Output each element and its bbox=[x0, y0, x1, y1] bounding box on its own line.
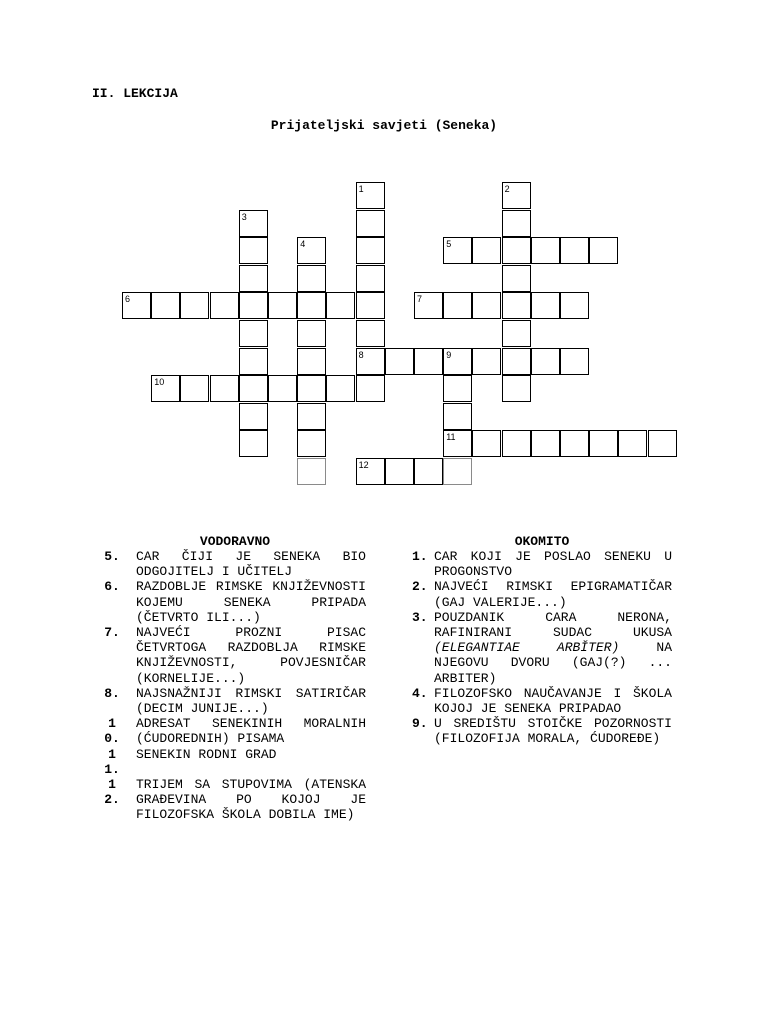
across-heading: VODORAVNO bbox=[199, 534, 271, 549]
clue-number: 11. bbox=[104, 746, 120, 777]
crossword-cell[interactable] bbox=[268, 292, 297, 319]
clue-number-label: 11 bbox=[446, 432, 456, 443]
clue-across-8 bbox=[104, 686, 366, 716]
clue-number: 8. bbox=[104, 685, 120, 701]
clue-number-label: 2 bbox=[504, 184, 510, 194]
clue-number-label: 7 bbox=[417, 294, 423, 305]
crossword-cell[interactable] bbox=[297, 237, 326, 264]
crossword-cell[interactable] bbox=[502, 182, 531, 209]
clue-down-2 bbox=[412, 579, 672, 609]
crossword-cell[interactable] bbox=[239, 237, 268, 264]
crossword-cell[interactable] bbox=[560, 237, 589, 264]
crossword-cell[interactable] bbox=[531, 292, 560, 319]
crossword-cell[interactable] bbox=[239, 430, 268, 457]
crossword-cell[interactable] bbox=[443, 237, 472, 264]
crossword-cell[interactable] bbox=[472, 348, 501, 375]
crossword-cell[interactable] bbox=[531, 237, 560, 264]
crossword-cell[interactable] bbox=[472, 237, 501, 264]
clue-number-label: 8 bbox=[358, 349, 364, 360]
crossword-cell[interactable] bbox=[414, 348, 443, 375]
clue-number: 6. bbox=[104, 579, 120, 595]
crossword-cell[interactable] bbox=[502, 348, 531, 375]
clue-number-label: 4 bbox=[300, 239, 306, 250]
crossword-cell[interactable] bbox=[239, 348, 268, 375]
crossword-cell[interactable] bbox=[385, 458, 414, 485]
crossword-cell[interactable] bbox=[151, 375, 180, 402]
clue-number-label: 9 bbox=[446, 349, 452, 360]
clue-down-1 bbox=[412, 549, 672, 579]
clue-text: ADRESAT SENEKINIH MORALNIH (ĆUDOREDNIH) PISAMA bbox=[136, 716, 366, 747]
crossword-cell[interactable] bbox=[297, 403, 326, 430]
crossword-cell[interactable] bbox=[210, 375, 239, 402]
clue-text: U SREDIŠTU STOIČKE POZORNOSTI (FILOZOFIJA MORALA, ĆUDOREĐE) bbox=[434, 716, 672, 747]
clue-text-italic: (ELEGANTIAE ARBĬTER) bbox=[434, 640, 620, 656]
clue-across-6 bbox=[104, 579, 366, 625]
crossword-cell[interactable] bbox=[297, 375, 326, 402]
crossword-cell[interactable] bbox=[122, 292, 151, 319]
clue-number-label: 1 bbox=[358, 184, 364, 194]
crossword-cell[interactable] bbox=[472, 292, 501, 319]
crossword-grid bbox=[0, 0, 768, 500]
crossword-cell[interactable] bbox=[297, 458, 326, 485]
clue-number: 5. bbox=[104, 549, 120, 564]
crossword-cell[interactable] bbox=[502, 265, 531, 292]
lesson-label: II. LEKCIJA bbox=[92, 86, 178, 101]
clue-text: NAJVEĆI RIMSKI EPIGRAMATIČAR (GAJ VALERIJE...) bbox=[434, 579, 672, 610]
crossword-cell[interactable] bbox=[502, 430, 531, 457]
crossword-cell[interactable] bbox=[151, 292, 180, 319]
crossword-cell[interactable] bbox=[385, 348, 414, 375]
clue-text: RAZDOBLJE RIMSKE KNJIŽEVNOSTI KOJEMU SENEKA PRIPADA (ČETVRTO ILI...) bbox=[136, 579, 366, 625]
crossword-cell[interactable] bbox=[356, 375, 385, 402]
down-heading: OKOMITO bbox=[514, 534, 570, 549]
clue-number: 4. bbox=[412, 685, 428, 701]
clue-text-part: NA NJEGOVU DVORU (GAJ(?) ... ARBITER) bbox=[434, 640, 672, 686]
clue-number: 1. bbox=[412, 549, 428, 564]
crossword-cell[interactable] bbox=[210, 292, 239, 319]
crossword-cell[interactable] bbox=[443, 430, 472, 457]
clue-text-part: POUZDANIK CARA NERONA, RAFINIRANI SUDAC UKUSA bbox=[434, 609, 672, 641]
crossword-cell[interactable] bbox=[443, 292, 472, 319]
clue-number: 7. bbox=[104, 625, 120, 641]
clue-text: CAR ČIJI JE SENEKA BIO ODGOJITELJ I UČITELJ bbox=[136, 549, 366, 580]
crossword-cell[interactable] bbox=[239, 292, 268, 319]
clue-number-label: 3 bbox=[241, 211, 247, 222]
clue-text: SENEKIN RODNI GRAD bbox=[136, 746, 277, 762]
crossword-cell[interactable] bbox=[443, 348, 472, 375]
clue-across-12 bbox=[104, 777, 366, 823]
clue-across-11 bbox=[104, 747, 366, 777]
crossword-cell[interactable] bbox=[239, 320, 268, 347]
crossword-cell[interactable] bbox=[443, 403, 472, 430]
clue-across-10 bbox=[104, 716, 366, 746]
crossword-cell[interactable] bbox=[297, 430, 326, 457]
clue-text bbox=[434, 610, 672, 686]
clue-text: CAR KOJI JE POSLAO SENEKU U PROGONSTVO bbox=[434, 549, 672, 580]
crossword-cell[interactable] bbox=[502, 320, 531, 347]
crossword-cell[interactable] bbox=[618, 430, 647, 457]
clue-down-4 bbox=[412, 686, 672, 716]
crossword-cell[interactable] bbox=[356, 348, 385, 375]
crossword-cell[interactable] bbox=[560, 348, 589, 375]
crossword-cell[interactable] bbox=[589, 237, 618, 264]
crossword-cell[interactable] bbox=[356, 458, 385, 485]
crossword-cell[interactable] bbox=[443, 458, 472, 485]
clue-text: NAJVEĆI PROZNI PISAC ČETVRTOGA RAZDOBLJA RIMSKE KNJIŽEVNOSTI, POVJESNIČAR (KORNELIJE...) bbox=[136, 625, 366, 686]
clue-number: 10. bbox=[104, 716, 120, 747]
crossword-cell[interactable] bbox=[502, 210, 531, 237]
crossword-cell[interactable] bbox=[502, 375, 531, 402]
crossword-cell[interactable] bbox=[297, 292, 326, 319]
clue-text: NAJSNAŽNIJI RIMSKI SATIRIČAR (DECIM JUNIJE...) bbox=[136, 685, 366, 717]
crossword-cell[interactable] bbox=[589, 430, 618, 457]
crossword-cell[interactable] bbox=[531, 430, 560, 457]
crossword-cell[interactable] bbox=[356, 182, 385, 209]
crossword-cell[interactable] bbox=[502, 292, 531, 319]
clue-number: 9. bbox=[412, 716, 428, 732]
clue-across-5 bbox=[104, 549, 366, 579]
crossword-cell[interactable] bbox=[356, 210, 385, 237]
crossword-cell[interactable] bbox=[180, 375, 209, 402]
crossword-cell[interactable] bbox=[239, 403, 268, 430]
crossword-cell[interactable] bbox=[648, 430, 677, 457]
crossword-cell[interactable] bbox=[180, 292, 209, 319]
clue-number: 3. bbox=[412, 609, 428, 625]
crossword-cell[interactable] bbox=[414, 458, 443, 485]
clue-number-label: 5 bbox=[446, 239, 452, 250]
crossword-cell[interactable] bbox=[560, 430, 589, 457]
crossword-cell[interactable] bbox=[560, 292, 589, 319]
crossword-cell[interactable] bbox=[297, 265, 326, 292]
clue-down-3 bbox=[412, 610, 672, 686]
clue-across-7 bbox=[104, 625, 366, 686]
crossword-cell[interactable] bbox=[326, 375, 355, 402]
crossword-cell[interactable] bbox=[414, 292, 443, 319]
across-clues bbox=[104, 549, 366, 823]
crossword-cell[interactable] bbox=[297, 348, 326, 375]
crossword-cell[interactable] bbox=[297, 320, 326, 347]
crossword-cell[interactable] bbox=[356, 265, 385, 292]
crossword-cell[interactable] bbox=[268, 375, 297, 402]
clue-number: 2. bbox=[412, 579, 428, 595]
crossword-cell[interactable] bbox=[239, 375, 268, 402]
crossword-cell[interactable] bbox=[356, 320, 385, 347]
clue-text: TRIJEM SA STUPOVIMA (ATENSKA GRAĐEVINA PO KOJOJ JE FILOZOFSKA ŠKOLA DOBILA IME) bbox=[136, 777, 366, 823]
crossword-cell[interactable] bbox=[239, 265, 268, 292]
clue-number-label: 12 bbox=[358, 460, 369, 470]
clue-number: 12. bbox=[104, 777, 120, 808]
crossword-cell[interactable] bbox=[356, 237, 385, 264]
page-title: Prijateljski savjeti (Seneka) bbox=[270, 118, 498, 133]
crossword-cell[interactable] bbox=[443, 375, 472, 402]
crossword-cell[interactable] bbox=[239, 210, 268, 237]
crossword-cell[interactable] bbox=[356, 292, 385, 319]
clue-text: FILOZOFSKO NAUČAVANJE I ŠKOLA KOJOJ JE SENEKA PRIPADAO bbox=[434, 685, 672, 717]
clue-number-label: 10 bbox=[154, 377, 165, 388]
crossword-cell[interactable] bbox=[502, 237, 531, 264]
clue-number-label: 6 bbox=[125, 294, 131, 305]
clue-down-9 bbox=[412, 716, 672, 746]
crossword-cell[interactable] bbox=[472, 430, 501, 457]
down-clues bbox=[412, 549, 672, 747]
crossword-cell[interactable] bbox=[531, 348, 560, 375]
crossword-cell[interactable] bbox=[326, 292, 355, 319]
